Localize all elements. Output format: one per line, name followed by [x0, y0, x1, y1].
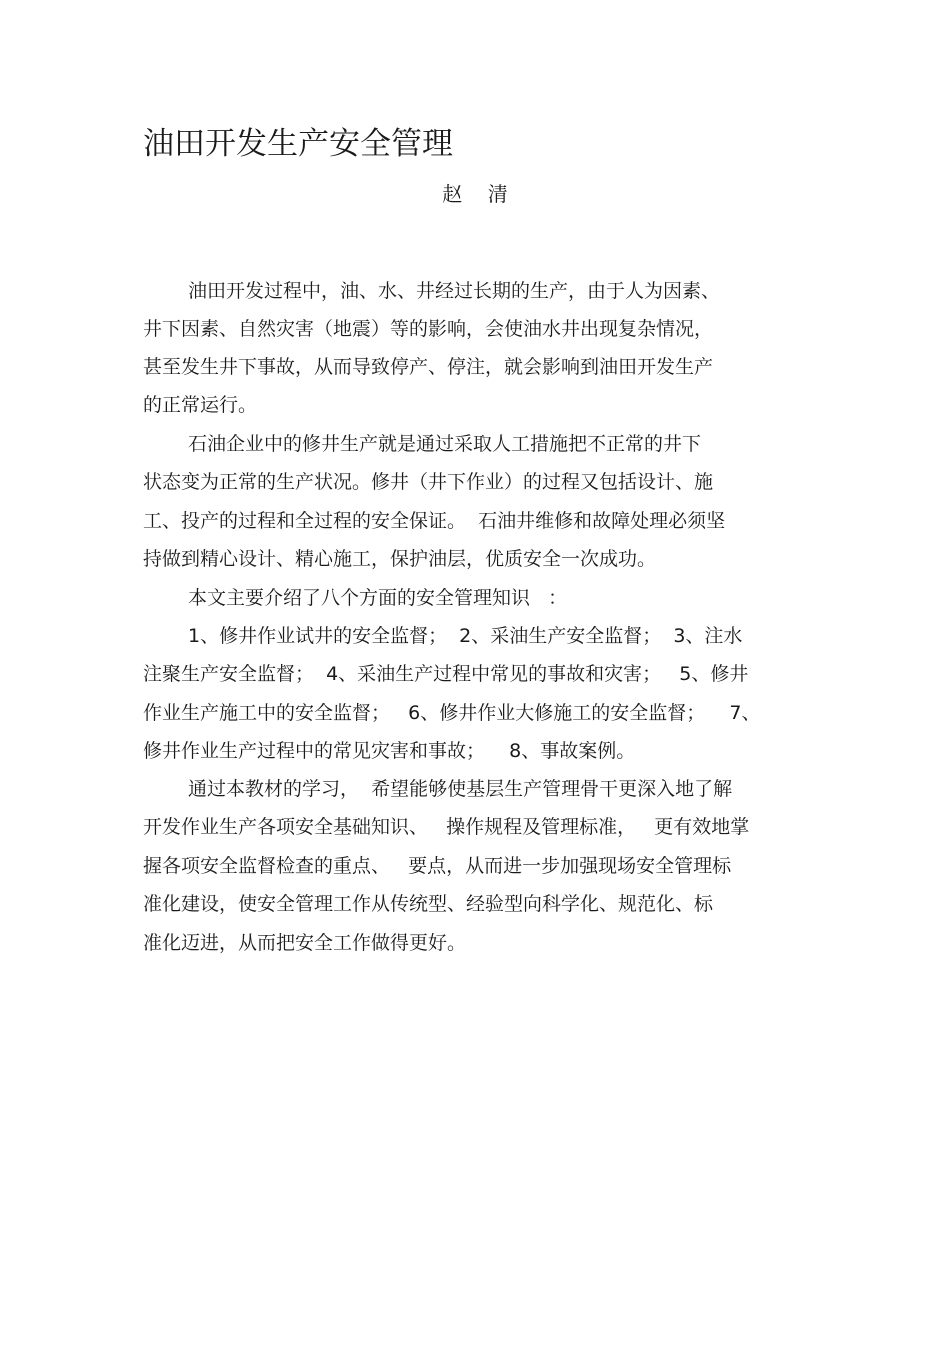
- paragraph-line: 注聚生产安全监督； 4、采油生产过程中常见的事故和灾害； 5、修井: [143, 663, 749, 685]
- paragraph-line: 开发作业生产各项安全基础知识、 操作规程及管理标准， 更有效地掌: [143, 816, 750, 838]
- paragraph-line: 作业生产施工中的安全监督； 6、修井作业大修施工的安全监督； 7、: [143, 702, 761, 724]
- paragraph-line: 1、修井作业试井的安全监督； 2、采油生产安全监督； 3、注水: [188, 625, 743, 647]
- paragraph-line: 油田开发过程中，油、水、井经过长期的生产，由于人为因素、: [188, 280, 721, 302]
- paragraph-line: 井下因素、自然灾害（地震）等的影响，会使油水井出现复杂情况，: [143, 318, 714, 340]
- paragraph-line: 本文主要介绍了八个方面的安全管理知识 ：: [188, 587, 568, 609]
- paragraph-line: 通过本教材的学习， 希望能够使基层生产管理骨干更深入地了解: [188, 778, 733, 800]
- paragraph-line: 状态变为正常的生产状况。修井（井下作业）的过程又包括设计、施: [143, 471, 714, 493]
- paragraph-line: 的正常运行。: [143, 394, 258, 416]
- paragraph-line: 石油企业中的修井生产就是通过采取人工措施把不正常的井下: [188, 433, 702, 455]
- document-title: 油田开发生产安全管理: [143, 126, 453, 162]
- paragraph-line: 修井作业生产过程中的常见灾害和事故； 8、事故案例。: [143, 740, 636, 762]
- paragraph-line: 握各项安全监督检查的重点、 要点，从而进一步加强现场安全管理标: [143, 855, 732, 877]
- paragraph-line: 甚至发生井下事故，从而导致停产、停注，就会影响到油田开发生产: [143, 356, 714, 378]
- paragraph-line: 准化迈进，从而把安全工作做得更好。: [143, 932, 467, 954]
- paragraph-line: 工、投产的过程和全过程的安全保证。 石油井维修和故障处理必须坚: [143, 510, 726, 532]
- paragraph-line: 持做到精心设计、精心施工，保护油层，优质安全一次成功。: [143, 548, 657, 570]
- paragraph-line: 准化建设，使安全管理工作从传统型、经验型向科学化、规范化、标: [143, 893, 714, 915]
- document-author: 赵 清: [442, 182, 508, 206]
